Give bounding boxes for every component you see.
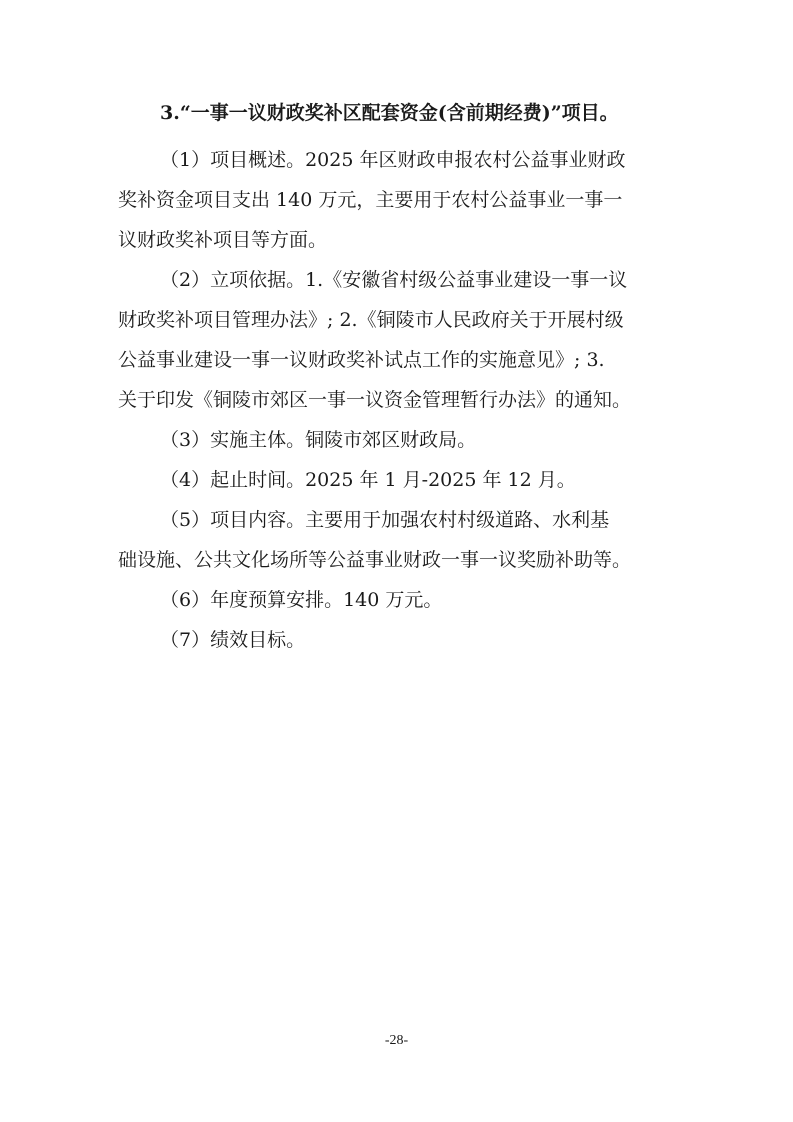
paragraph-goals [118,620,678,660]
page-number: -28- [384,1033,409,1048]
text-line: 议财政奖补项目等方面。 [118,229,328,251]
text-line: 公益事业建设一事一议财政奖补试点工作的实施意见》; 3. [118,349,605,371]
text-line: （2）立项依据。1.《安徽省村级公益事业建设一事一议 [160,269,628,291]
text-line: （6）年度预算安排。140 万元。 [160,589,443,611]
paragraph-project-overview [118,140,678,260]
paragraph-period [118,460,678,500]
text-line: （1）项目概述。2025 年区财政申报农村公益事业财政 [160,149,626,171]
text-line: （7）绩效目标。 [160,629,306,651]
document-body [118,100,678,660]
text-line: 奖补资金项目支出 140 万元，主要用于农村公益事业一事一 [118,189,623,211]
paragraph-content [118,500,678,580]
text-line: 关于印发《铜陵市郊区一事一议资金管理暂行办法》的通知。 [118,389,632,411]
text-line: （4）起止时间。2025 年 1 月-2025 年 12 月。 [160,469,576,491]
text-line: （5）项目内容。主要用于加强农村村级道路、水利基 [160,509,610,531]
text-line: （3）实施主体。铜陵市郊区财政局。 [160,429,477,451]
section-heading: 3.“一事一议财政奖补区配套资金(含前期经费)”项目。 [160,102,619,124]
text-line: 础设施、公共文化场所等公益事业财政一事一议奖励补助等。 [118,549,632,571]
text-line: 财政奖补项目管理办法》; 2.《铜陵市人民政府关于开展村级 [118,309,624,331]
paragraph-budget [118,580,678,620]
paragraph-implementer [118,420,678,460]
paragraph-basis [118,260,678,420]
